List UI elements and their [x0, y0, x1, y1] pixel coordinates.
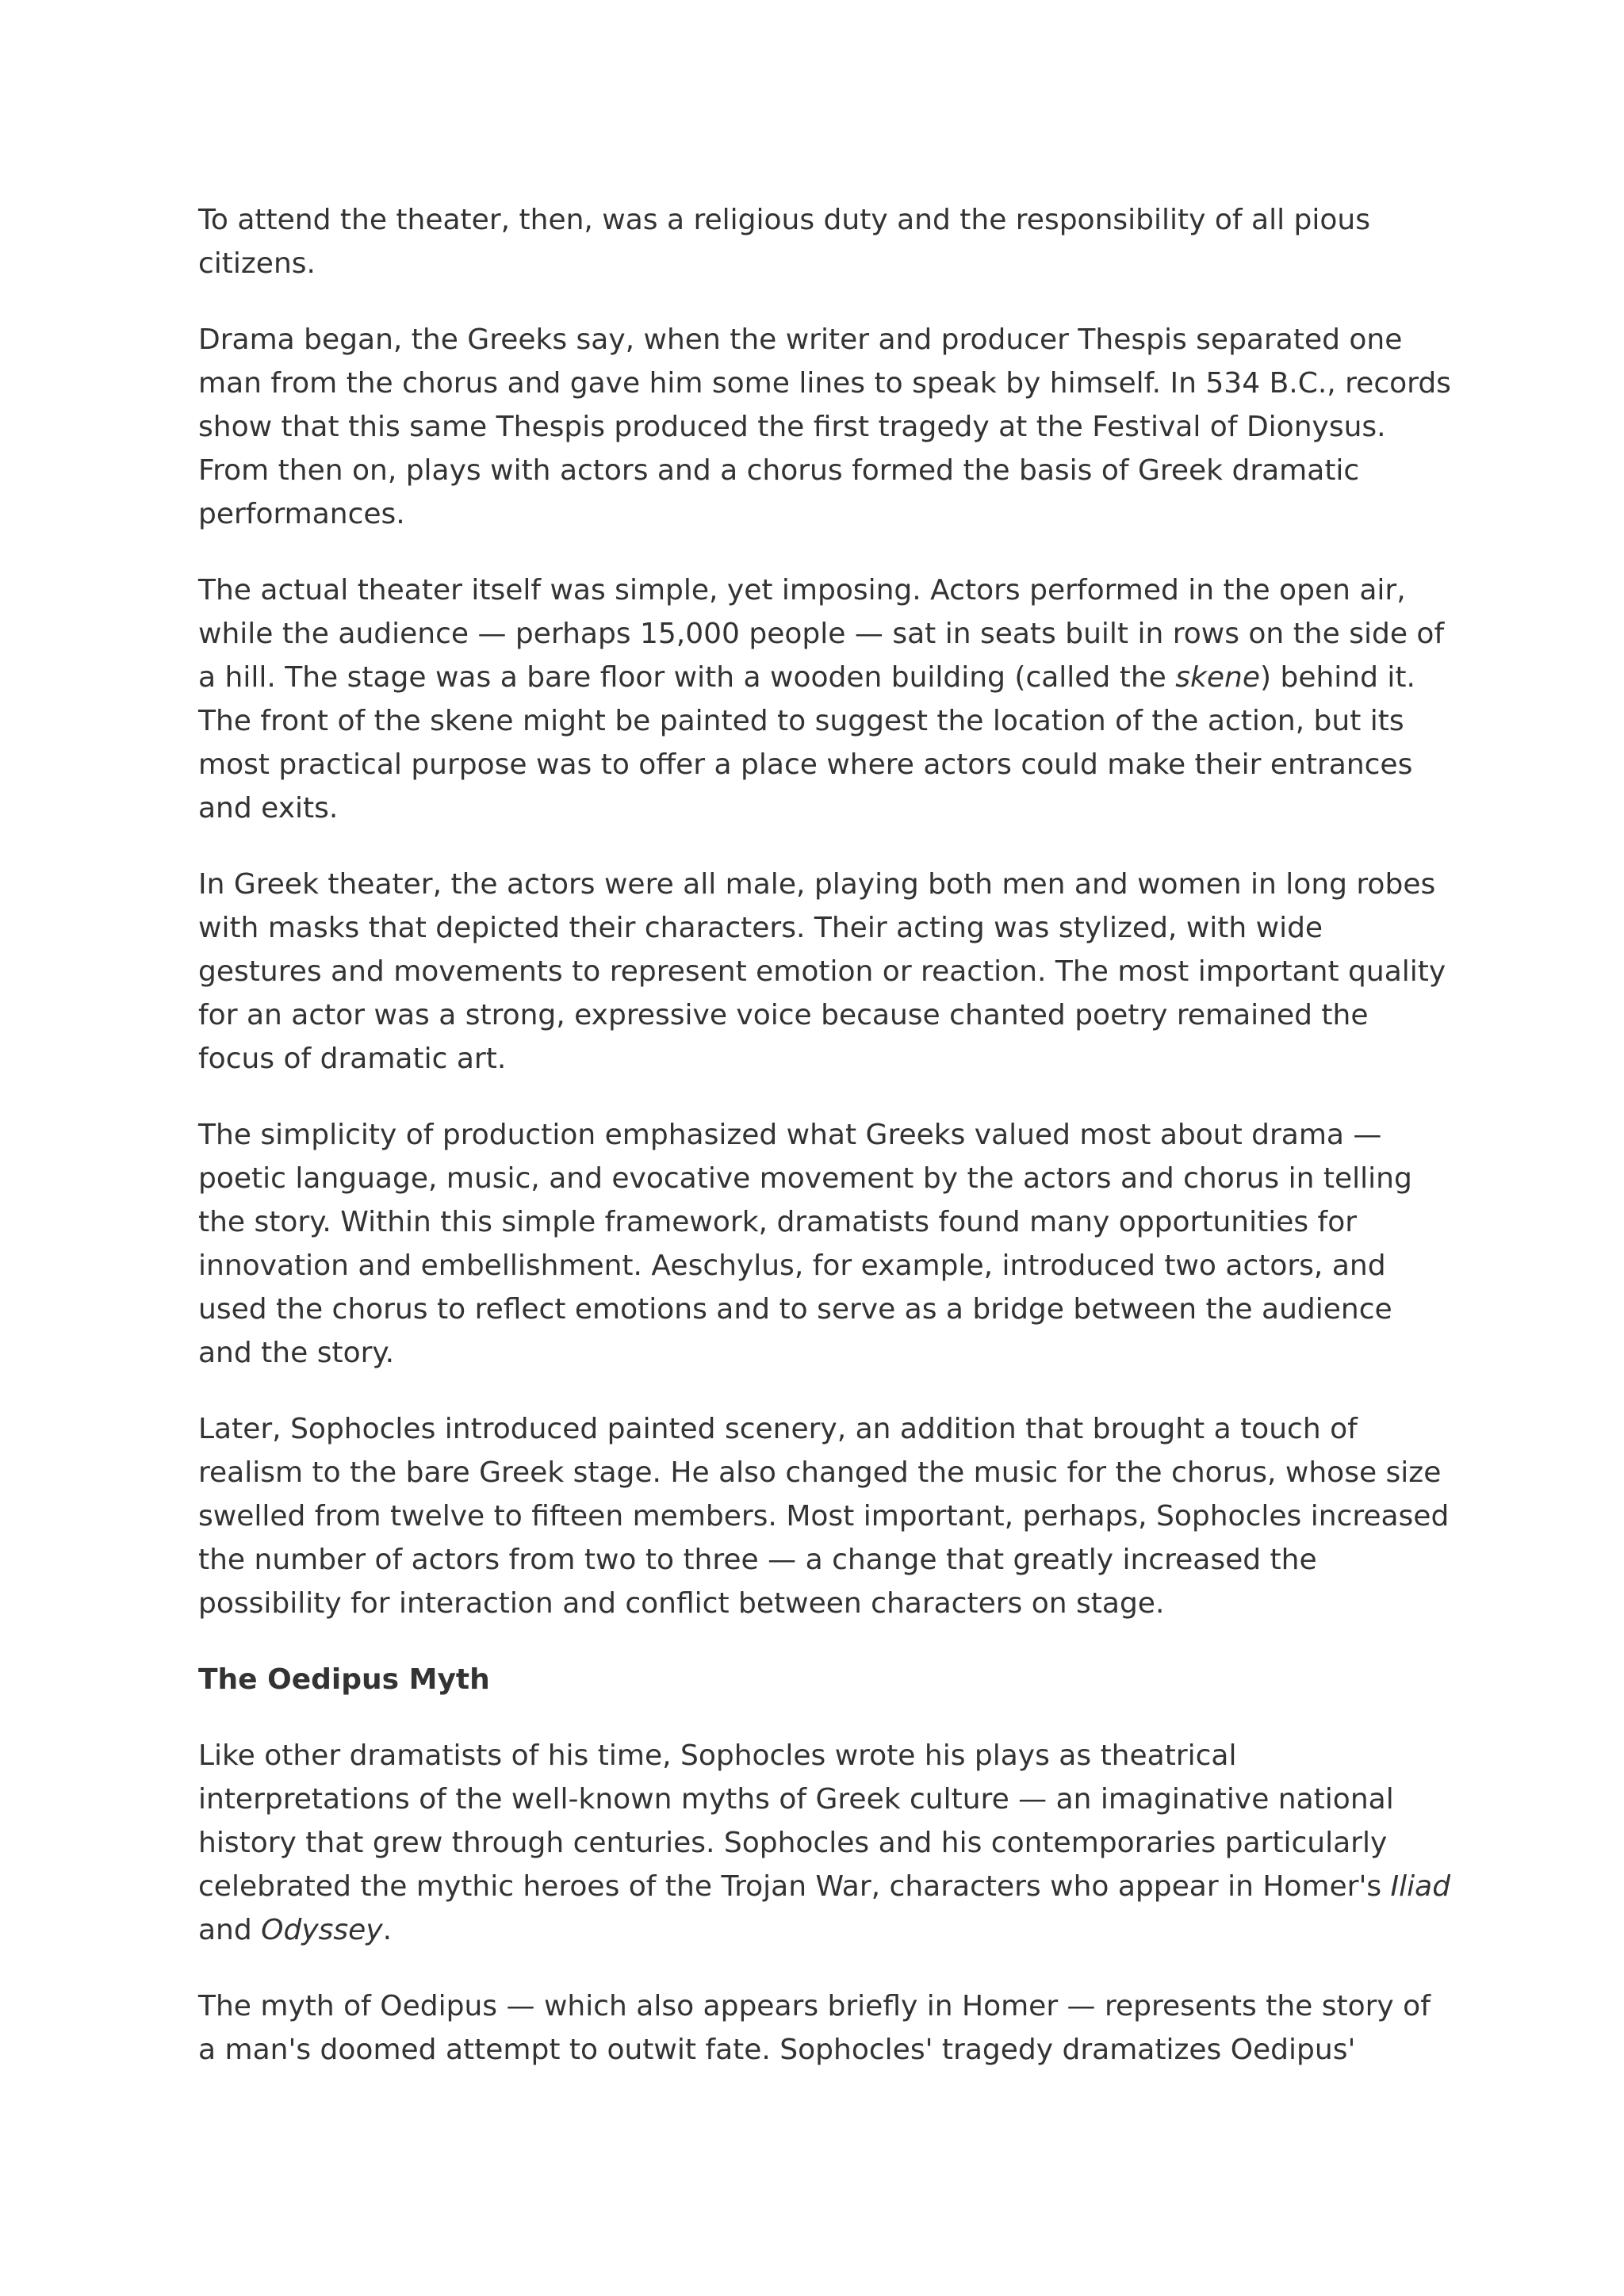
italic-title-iliad: Iliad — [1390, 1870, 1451, 1903]
paragraph-simplicity: The simplicity of production emphasized what Greeks valued most about drama — poetic language, music, and evocative movement by the actors and chorus in telling the story. Within this simple framework, dramatists found many opportunities for innovation and embellishment. Aeschylus, for example, introduced two actors, and used the chorus to reflect emotions and to serve as a bridge between the audience and the story. — [198, 1119, 1412, 1369]
paragraph-text: The actual theater itself was simple, yet imposing. Actors performed in the open air, while the audience — perhaps 15,000 people — sat in seats built in rows on the side of a hill. The stage was a bare floor with a wooden building (called the — [198, 574, 1445, 694]
paragraph-text: and — [198, 1914, 262, 1946]
paragraph-text: . — [382, 1914, 393, 1946]
paragraph-oedipus-myth: The myth of Oedipus — which also appears briefly in Homer — represents the story of a man's doomed attempt to outwit fate. Sophocles' tragedy dramatizes Oedipus' — [198, 1990, 1431, 2066]
document-page — [198, 198, 1451, 2104]
paragraph-drama-began: Drama began, the Greeks say, when the writer and producer Thespis separated one man from the chorus and gave him some lines to speak by himself. In 534 B.C., records show that this same Thespis produced the first tragedy at the Festival of Dionysus. From then on, plays with actors and a chorus formed the basis of Greek dramatic performances. — [198, 323, 1451, 530]
paragraph-myths — [198, 1734, 1451, 1952]
section-heading: The Oedipus Myth — [198, 1663, 490, 1696]
italic-term-skene: skene — [1175, 661, 1260, 694]
paragraph-actors: In Greek theater, the actors were all male, playing both men and women in long robes with masks that depicted their characters. Their acting was stylized, with wide gestures and movements to represent emotion or reaction. The most important quality for an actor was a strong, expressive voice because chanted poetry remained the focus of dramatic art. — [198, 868, 1446, 1075]
paragraph-theater-building — [198, 568, 1451, 830]
paragraph-text: Like other dramatists of his time, Sophocles wrote his plays as theatrical interpretations of the well-known myths of Greek culture — an imaginative national history that grew through centuries. Sophocles and his contemporaries particularly celebrated the mythic heroes of the Trojan War, characters who appear in Homer's — [198, 1739, 1394, 1903]
paragraph-text: ) behind it. The front of the skene might be painted to suggest the location of the action, but its most practical purpose was to offer a place where actors could make their entrances and exits. — [198, 661, 1415, 825]
paragraph-sophocles-innovations: Later, Sophocles introduced painted scenery, an addition that brought a touch of realism to the bare Greek stage. He also changed the music for the chorus, whose size swelled from twelve to fifteen members. Most important, perhaps, Sophocles increased the number of actors from two to three — a change that greatly increased the possibility for interaction and conflict between characters on stage. — [198, 1413, 1450, 1620]
paragraph-attend-theater: To attend the theater, then, was a religious duty and the responsibility of all pious citizens. — [198, 204, 1370, 280]
italic-title-odyssey: Odyssey — [261, 1914, 383, 1946]
